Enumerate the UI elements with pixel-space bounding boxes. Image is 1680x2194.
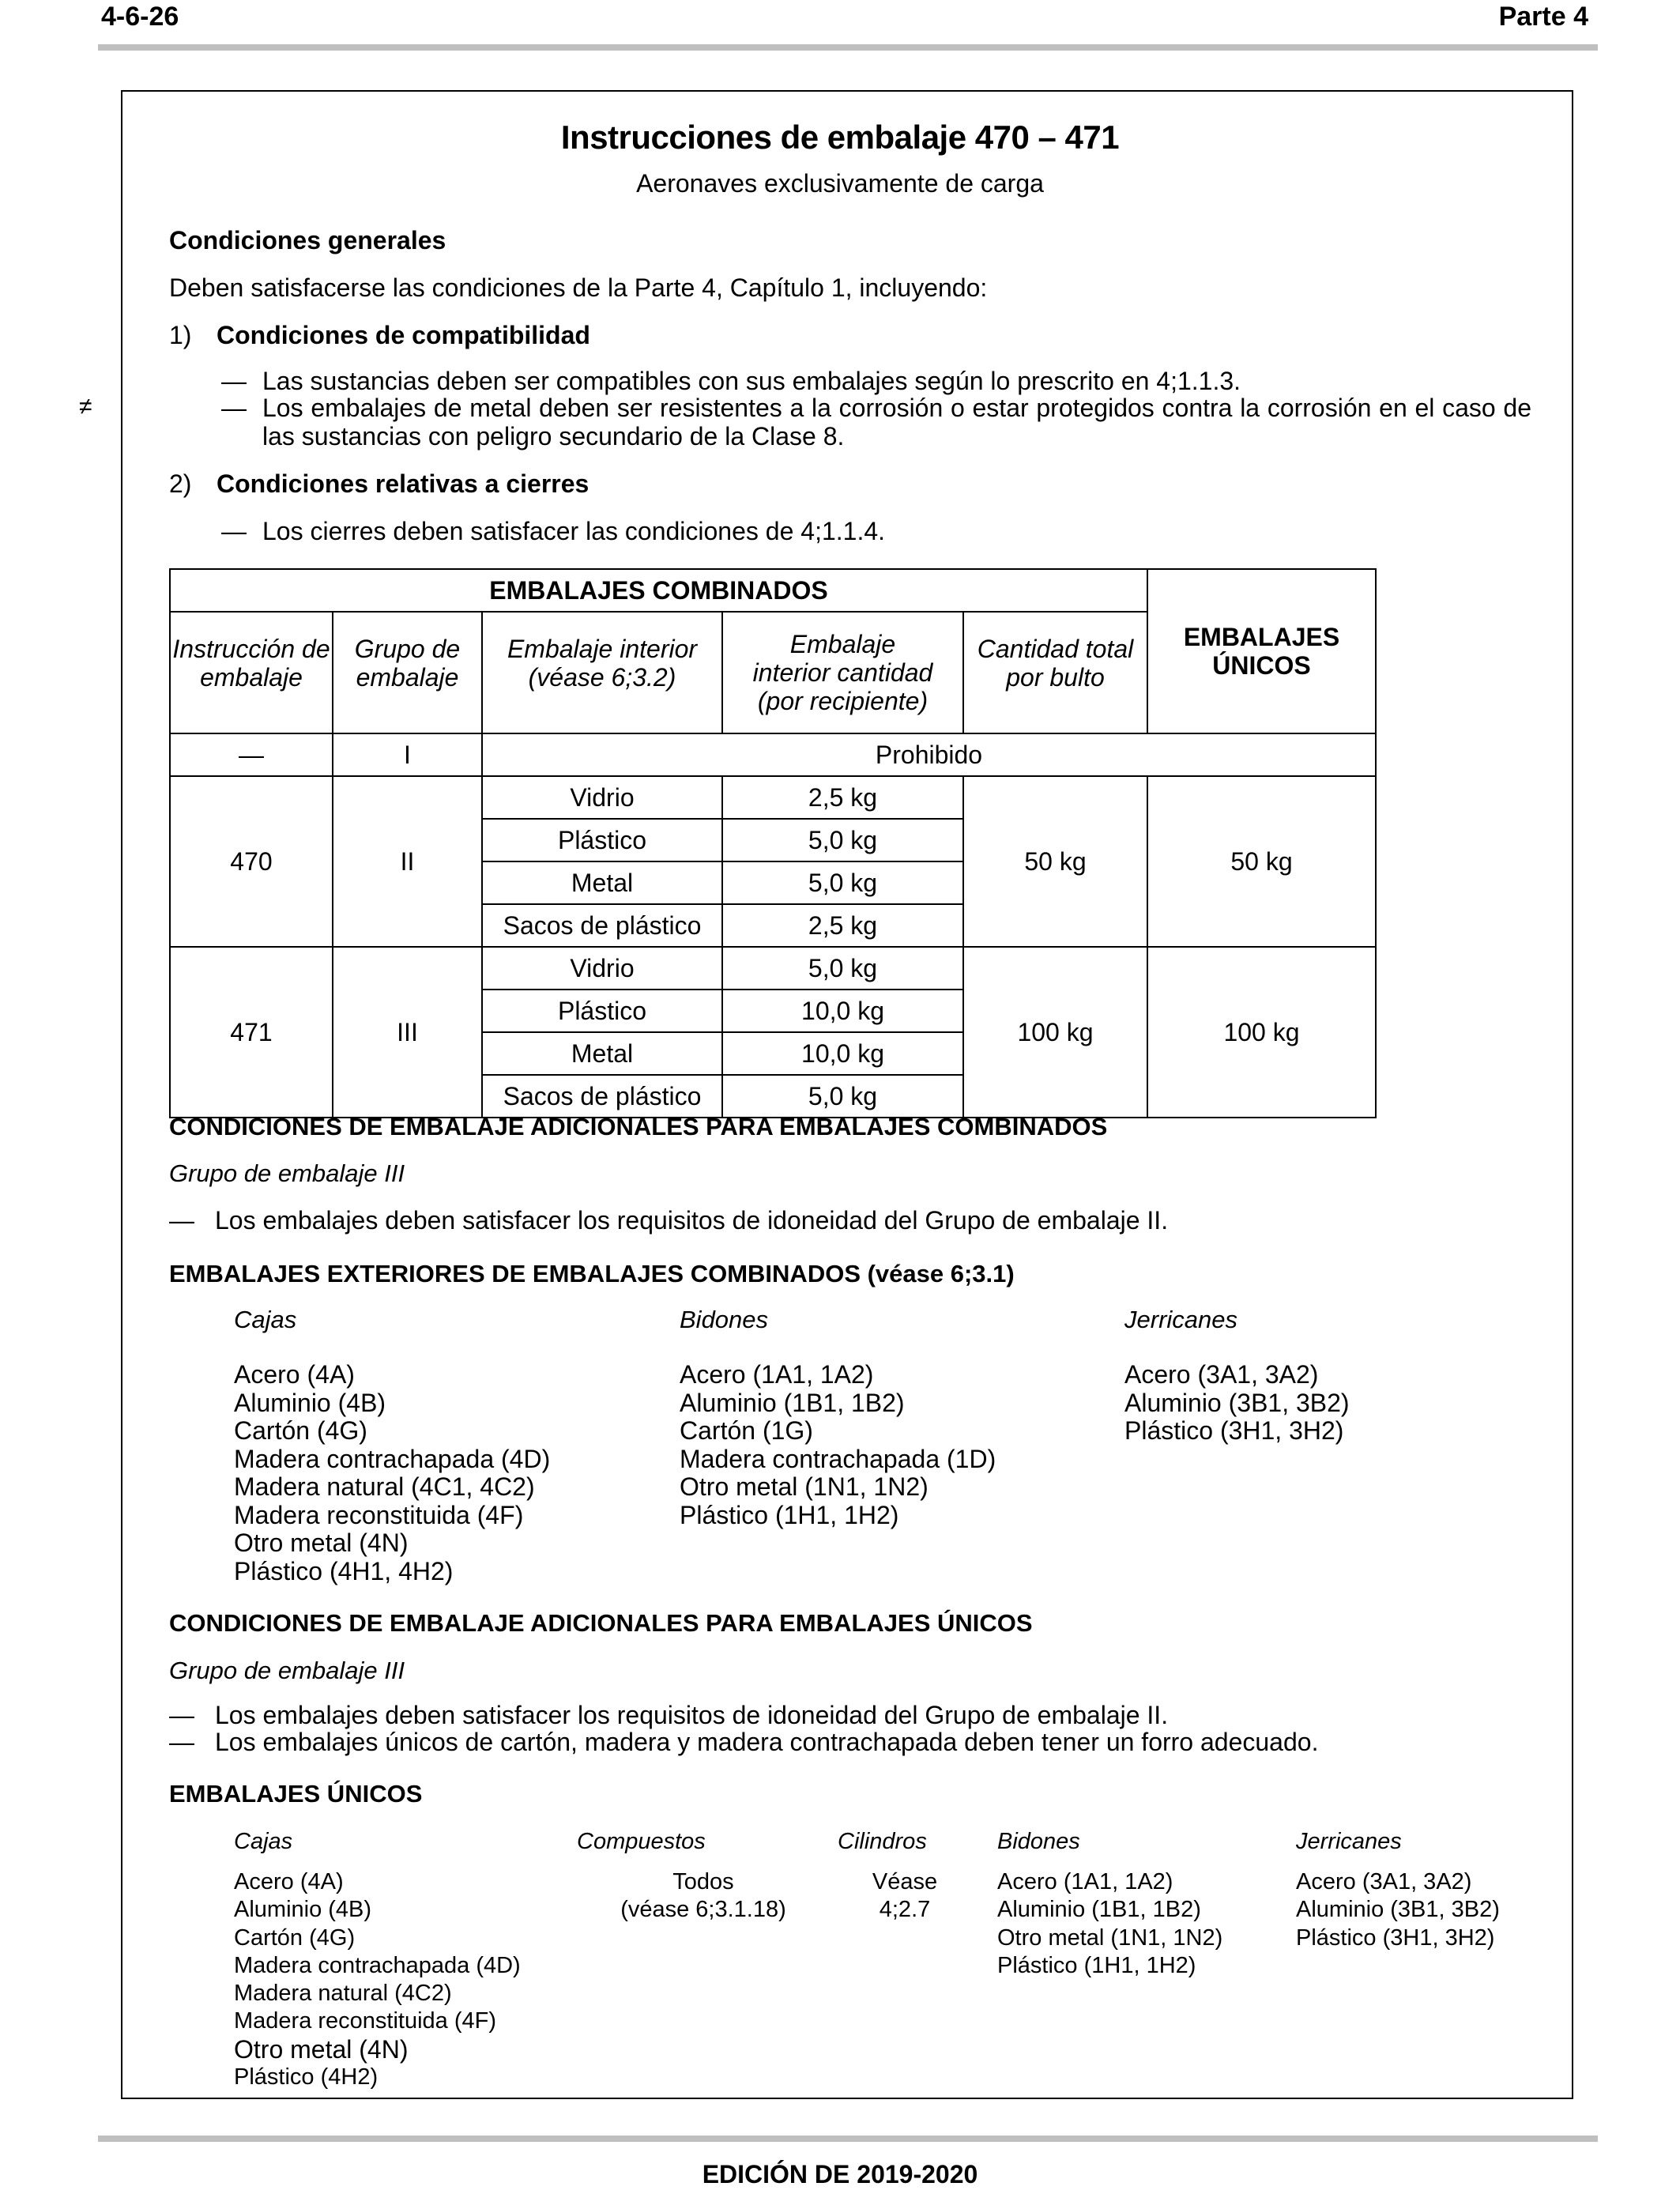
outer-col-drums [680,1361,996,1529]
list-item: Acero (4A) [234,1869,344,1894]
list-item: Plástico (1H1, 1H2) [997,1952,1196,1978]
single-col-cylinders [861,1868,948,1924]
col-total: Cantidad total por bulto [963,612,1147,733]
inner-qty: 5,0 kg [722,819,963,861]
inner-type: Plástico [482,990,722,1032]
header-rule [98,44,1598,51]
single-col-drums [997,1868,1222,1980]
combined-additional-bullet: Los embalajes deben satisfacer los requisitos de idoneidad del Grupo de embalaje II. [215,1206,1169,1235]
single-packagings-heading: EMBALAJES ÚNICOS [169,1780,423,1808]
general-intro: Deben satisfacerse las condiciones de la Parte 4, Capítulo 1, incluyendo: [169,273,988,302]
change-mark: ≠ [79,394,92,420]
list-item: Acero (4A) [234,1360,355,1389]
dash: — [169,1206,194,1235]
edition-footer: EDICIÓN DE 2019-2020 [702,2160,978,2188]
outer-col-boxes [234,1361,550,1585]
outer-col-title: Cajas [234,1306,297,1333]
item2-heading: Condiciones relativas a cierres [217,469,590,498]
list-item: Madera contrachapada (4D) [234,1444,551,1473]
prohibited-group: I [333,733,482,776]
compat-bullet-1: Las sustancias deben ser compatibles con sus embalajes según lo prescrito en 4;1.1.3. [262,367,1241,395]
outer-col-jerricans [1124,1361,1350,1446]
list-item: Aluminio (1B1, 1B2) [997,1897,1201,1923]
prohibited-instruction: — [170,733,333,776]
list-item: Cartón (1G) [680,1416,813,1445]
inner-qty: 5,0 kg [722,947,963,990]
packaging-table [169,568,1377,1118]
list-item: (véase 6;3.1.18) [620,1897,786,1923]
list-item: Plástico (4H2) [234,2064,379,2090]
single-additional-heading: CONDICIONES DE EMBALAJE ADICIONALES PARA EMBALAJES ÚNICOS [169,1609,1033,1637]
single-additional-subheading: Grupo de embalaje III [169,1657,405,1684]
item2-number: 2) [169,469,192,498]
list-item: Plástico (1H1, 1H2) [680,1500,899,1529]
list-item: Madera natural (4C1, 4C2) [234,1472,535,1501]
list-item: Acero (3A1, 3A2) [1124,1360,1319,1389]
general-heading: Condiciones generales [169,226,446,254]
page-number: 4-6-26 [101,2,179,32]
single-col-boxes [234,1868,521,2091]
combined-additional-heading: CONDICIONES DE EMBALAJE ADICIONALES PARA EMBALAJES COMBINADOS [169,1113,1108,1140]
list-item: Cartón (4G) [234,1924,356,1951]
group-471: III [333,947,482,1118]
list-item: Acero (1A1, 1A2) [680,1360,874,1389]
dash: — [169,1728,194,1756]
single-col-title: Cajas [234,1829,293,1854]
list-item: Plástico (3H1, 3H2) [1296,1924,1495,1951]
list-item: Plástico (4H1, 4H2) [234,1556,454,1585]
col-instruction: Instrucción de embalaje [170,612,333,733]
single-additional-bullet-2: Los embalajes únicos de cartón, madera y madera contrachapada deben tener un forro adecuado. [215,1728,1319,1756]
single-471: 100 kg [1147,947,1376,1118]
inner-qty: 10,0 kg [722,990,963,1032]
single-col-title: Bidones [997,1829,1080,1854]
inner-type: Metal [482,861,722,904]
list-item: Plástico (3H1, 3H2) [1124,1416,1344,1445]
list-item: Véase [872,1869,938,1894]
dash: — [221,517,247,545]
combined-additional-subheading: Grupo de embalaje III [169,1159,405,1187]
single-470: 50 kg [1147,776,1376,947]
total-470: 50 kg [963,776,1147,947]
list-item: Otro metal (1N1, 1N2) [680,1472,929,1501]
list-item: 4;2.7 [879,1897,931,1923]
prohibited-text: Prohibido [482,733,1376,776]
single-col-title: Cilindros [838,1829,927,1854]
inner-qty: 5,0 kg [722,1075,963,1118]
col-inner-qty: Embalaje interior cantidad (por recipiente) [722,612,963,733]
inner-type: Vidrio [482,776,722,819]
single-col-composites [608,1868,798,1924]
inner-type: Metal [482,1032,722,1075]
list-item: Aluminio (3B1, 3B2) [1124,1388,1350,1417]
list-item: Madera reconstituida (4F) [234,1500,524,1529]
single-col-title: Jerricanes [1296,1829,1402,1854]
list-item: Aluminio (4B) [234,1388,386,1417]
list-item: Aluminio (1B1, 1B2) [680,1388,905,1417]
page-title: Instrucciones de embalaje 470 – 471 [560,119,1120,156]
single-col-title: Compuestos [577,1829,706,1854]
list-item: Otro metal (1N1, 1N2) [997,1924,1223,1951]
list-item: Madera contrachapada (4D) [234,1952,521,1978]
instruction-471: 471 [170,947,333,1118]
inner-type: Plástico [482,819,722,861]
list-item: Otro metal (4N) [234,2034,409,2064]
inner-qty: 2,5 kg [722,904,963,947]
group-470: II [333,776,482,947]
list-item: Aluminio (3B1, 3B2) [1296,1897,1500,1923]
outer-col-title: Bidones [680,1306,769,1333]
footer-rule [98,2136,1598,2142]
dash: — [221,394,247,422]
total-471: 100 kg [963,947,1147,1118]
inner-qty: 10,0 kg [722,1032,963,1075]
list-item: Madera reconstituida (4F) [234,2008,497,2034]
page-subtitle: Aeronaves exclusivamente de carga [636,169,1044,198]
single-col-jerricans [1296,1868,1500,1952]
inner-qty: 5,0 kg [722,861,963,904]
inner-type: Sacos de plástico [482,904,722,947]
instruction-470: 470 [170,776,333,947]
item1-number: 1) [169,321,192,349]
col-group: Grupo de embalaje [333,612,482,733]
list-item: Acero (1A1, 1A2) [997,1869,1173,1894]
dash: — [221,367,247,395]
part-label: Parte 4 [1498,2,1588,32]
single-header: EMBALAJES ÚNICOS [1147,569,1376,733]
item1-heading: Condiciones de compatibilidad [217,321,590,349]
list-item: Todos [672,1869,734,1894]
list-item: Acero (3A1, 3A2) [1296,1869,1472,1894]
closure-bullet-1: Los cierres deben satisfacer las condiciones de 4;1.1.4. [262,517,886,545]
inner-type: Vidrio [482,947,722,990]
single-additional-bullet-1: Los embalajes deben satisfacer los requisitos de idoneidad del Grupo de embalaje II. [215,1701,1169,1729]
compat-bullet-2: Los embalajes de metal deben ser resistentes a la corrosión o estar protegidos contra la corrosión en el caso de las sustancias con peligro secundario de la Clase 8. [262,394,1531,450]
list-item: Cartón (4G) [234,1416,367,1445]
outer-packagings-heading: EMBALAJES EXTERIORES DE EMBALAJES COMBINADOS (véase 6;3.1) [169,1260,1015,1287]
inner-qty: 2,5 kg [722,776,963,819]
list-item: Madera natural (4C2) [234,1981,452,2007]
combined-header: EMBALAJES COMBINADOS [170,569,1147,612]
list-item: Madera contrachapada (1D) [680,1444,996,1473]
list-item: Aluminio (4B) [234,1897,372,1923]
col-inner: Embalaje interior (véase 6;3.2) [482,612,722,733]
dash: — [169,1701,194,1729]
outer-col-title: Jerricanes [1124,1306,1237,1333]
list-item: Otro metal (4N) [234,1529,409,1557]
inner-type: Sacos de plástico [482,1075,722,1118]
